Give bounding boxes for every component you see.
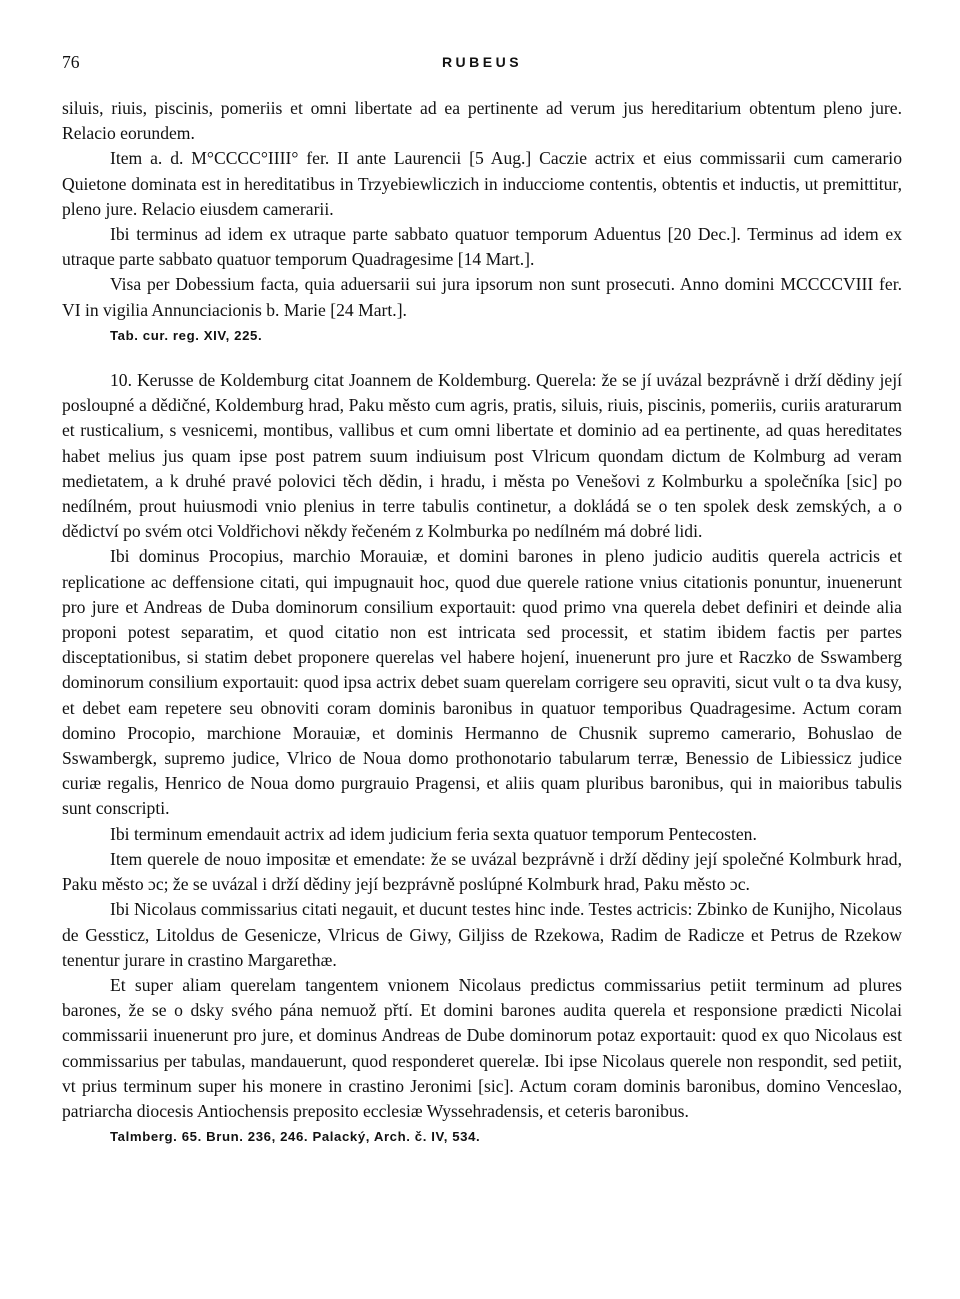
paragraph: Ibi Nicolaus commissarius citati negauit, et ducunt testes hinc inde. Testes actricis: Zbinko de Kunijho, Nicolaus de Gessticz, Litoldus de Gesenicze, Vlricus de Giwy, Giljiss de Rzekowa, Radim de Radicze et Petrus de Rzekow tenentur jurare in crastino Margarethæ.: [62, 899, 902, 970]
paragraph: 10. Kerusse de Koldemburg citat Joannem de Koldemburg. Querela: že se jí uvázal bezprávně i drží dědiny její posloupné a dědičné, Koldemburg hrad, Paku město cum agris, pratis, siluis, riuis, piscinis, pomeriis, curiis araturarum et rusticalium, s vesnicemi, montibus, vallibus et cum omni libertate et dominio ad ea pertinente, ad quas hereditates habet melius jus quam ipse post patrem suum indiuisum post Vlricum quondam dictum de Kolmburg ad veram medietatem, a k druhé pravé polovici těch dědin, i hradu, i města po Venešovi z Kolmburku a společníka [sic] po nedílném, prout huiusmodi vnio plenius in terre tabulis continetur, a dokládá se o ten spolek desk zemských, a o dědictví po svém otci Voldřichovi někdy řečeném z Kolmburka po nedílném má dobré lidi.: [62, 370, 902, 542]
page-number: 76: [62, 52, 80, 72]
paragraph: Item querele de nouo impositæ et emendate: že se uvázal bezprávně i drží dědiny její společné Kolmburk hrad, Paku město ɔc; že se uvázal i drží dědiny její bezprávně poslúpné Kolmburk hrad, Paku město ɔc.: [62, 848, 902, 895]
paragraph: siluis, riuis, piscinis, pomeriis et omni libertate ad ea pertinente ad verum jus hereditarium obtentum pleno jure. Relacio eorundem.: [62, 98, 902, 144]
paragraph: Visa per Dobessium facta, quia aduersarii sui jura ipsorum non sunt prosecuti. Anno domini MCCCCVIII fer. VI in vigilia Annunciacionis b. Marie [24 Mart.].: [62, 274, 902, 320]
spacer: [62, 348, 902, 368]
running-title: RUBEUS: [441, 54, 523, 70]
document-page: [62, 50, 902, 1149]
entry-9: [62, 96, 902, 348]
paragraph: Et super aliam querelam tangentem vnionem Nicolaus predictus commissarius petiit terminum ad plures barones, že se o dsky svého pána nemuož přtí. Et domini barones audita querela et responsione prædicti Nicolai commissarii inuenerunt pro jure, et dominus Andreas de Dube dominorum potaz exportauit: quod ex quo Nicolaus est commissarius per tabulas, mandauerunt, quod responderet querelæ. Ibi ipse Nicolaus querele non respondit, sed petiit, vt prius terminum super his monere in crastino Jeronimi [sic]. Actum coram dominis baronibus, domino Venceslao, patriarcha diocesis Antiochensis preposito ecclesiæ Wyssehradensis, et ceteris baronibus.: [62, 974, 902, 1121]
paragraph: Ibi dominus Procopius, marchio Morauiæ, et domini barones in pleno judicio auditis querela actricis et replicatione ac deffensione citati, qui impugnauit hoc, quod due querele ratione vnius citationis ponuntur, inuenerunt pro jure et Andreas de Duba dominorum consilium exportauit: quod primo vna querela debet definiri et deinde alia proponi potest separatim, et quod citatio non est intricata sed processit, et statim ibidem factis per partes disceptationibus, si statim debet proponere querelas vel habere hojení, inuenerunt pro jure et Raczko de Sswamberg dominorum consilium exportauit: quod ipsa actrix debet suam querelam corrigere seu opraviti, sicut vult o ta dva kusy, et debet eam repetere seu obnoviti coram dominis baronibus in quatuor temporibus Quadragesime. Actum coram domino Procopio, marchione Morauiæ, et dominis Hermanno de Chusnik supremo camerario, Bohuslao de Sswambergk, supremo judice, Vlrico de Noua domo prothonotario tabularum terræ, Benessio de Libiessicz judice curiæ regalis, Henrico de Noua domo purgrauio Pragensi, et aliis quam pluribus baronibus, qui in maioribus tabulis sunt conscripti.: [62, 546, 902, 819]
entry-10: [62, 368, 902, 1149]
source-reference: Talmberg. 65. Brun. 236, 246. Palacký, Arch. č. IV, 534.: [110, 1129, 481, 1145]
paragraph: Ibi terminus ad idem ex utraque parte sabbato quatuor temporum Aduentus [20 Dec.]. Terminus ad idem ex utraque parte sabbato quatuor temporum Quadragesime [14 Mart.].: [62, 224, 902, 270]
paragraph: Ibi terminum emendauit actrix ad idem judicium feria sexta quatuor temporum Pentecosten.: [110, 823, 757, 844]
page-header: [62, 50, 902, 76]
source-reference: Tab. cur. reg. XIV, 225.: [110, 327, 263, 343]
paragraph: Item a. d. M°CCCC°IIII° fer. II ante Laurencii [5 Aug.] Caczie actrix et eius commissarii cum camerario Quietone dominata est in hereditatibus in Trzyebiewliczich in inducciome contentis, obtentis et inductis, ut premittitur, pleno jure. Relacio eiusdem camerarii.: [62, 148, 902, 219]
